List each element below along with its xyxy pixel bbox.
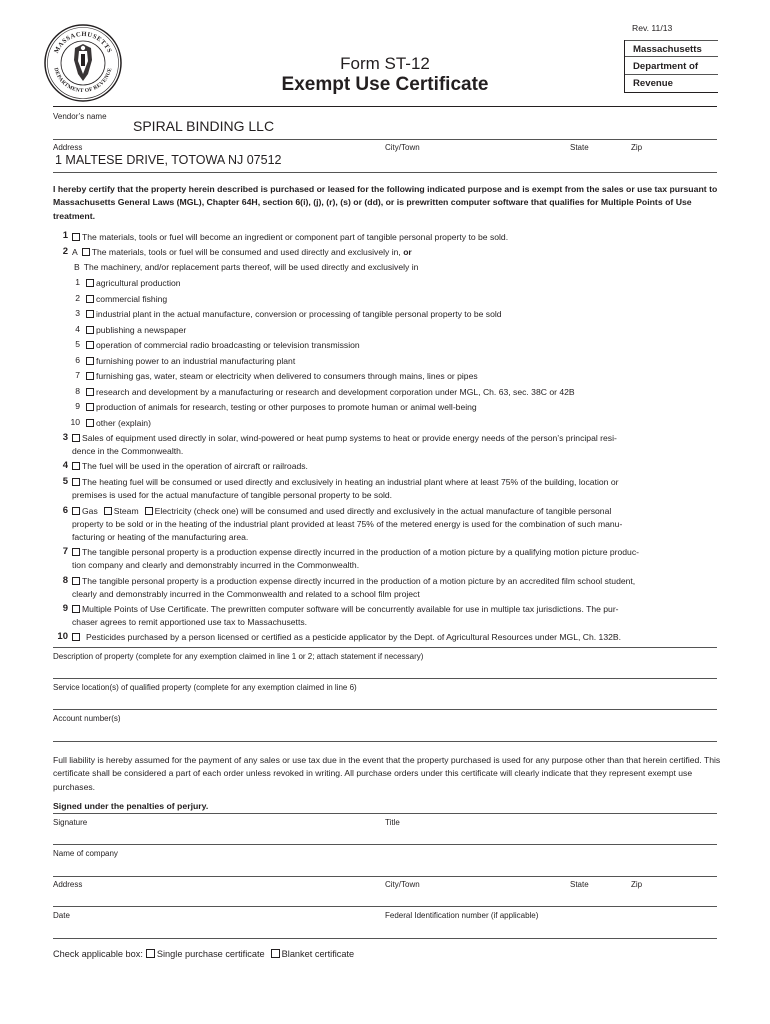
signature-field[interactable]	[53, 828, 373, 843]
item-2a	[72, 246, 412, 259]
signer-zip-label: Zip	[631, 880, 643, 889]
sub-item-8-text: research and development by a manufacturing or research and development corporation under MGL, Ch. 63, sec. 38C or 42B	[96, 386, 575, 397]
item-6-electricity-checkbox[interactable]	[145, 507, 153, 515]
item-8-text-2: clearly and demonstrably incurred in the Commonwealth and related to a school film project	[72, 589, 420, 599]
revision-date: Rev. 11/13	[632, 23, 673, 33]
description-label: Description of property (complete for any exemption claimed in line 1 or 2; attach statement if necessary)	[53, 652, 424, 661]
item-9-checkbox[interactable]	[72, 605, 80, 613]
sub-item-1-text: agricultural production	[96, 278, 181, 288]
item-5-text-2: premises is used for the actual manufacture of tangible personal property to be sold.	[72, 490, 393, 500]
item-3-text-2: dence in the Commonwealth.	[72, 446, 184, 456]
item-4-number: 4	[62, 460, 68, 471]
sub-item-8	[86, 386, 575, 399]
sub-item-10	[86, 417, 151, 430]
agency-block	[624, 40, 718, 93]
item-1	[72, 231, 508, 244]
seal-top-text: MASSACHUSETTS	[53, 30, 113, 55]
blanket-certificate-label: Blanket certificate	[281, 949, 355, 959]
sub-item-6-number: 6	[75, 354, 80, 365]
vendor-city-label: City/Town	[385, 143, 420, 152]
sub-item-4-number: 4	[75, 323, 80, 334]
sub-item-4-checkbox[interactable]	[86, 326, 94, 334]
agency-line-2: Department of	[633, 61, 699, 72]
sub-item-6	[86, 355, 295, 368]
signer-state-label: State	[570, 880, 589, 889]
date-field[interactable]	[53, 921, 373, 936]
sub-item-3	[86, 308, 502, 321]
vendor-name-label: Vendor’s name	[53, 112, 107, 121]
title-field[interactable]	[385, 828, 715, 843]
sub-item-6-text: furnishing power to an industrial manufacturing plant	[96, 355, 296, 366]
service-location-label: Service location(s) of qualified property (complete for any exemption claimed in line 6)	[53, 683, 357, 692]
sub-item-7	[86, 370, 478, 383]
sub-item-3-number: 3	[75, 308, 80, 318]
item-3-text-1: Sales of equipment used directly in solar, wind-powered or heat pump systems to heat or provide energy needs of the person’s principal resi-	[82, 433, 617, 443]
sub-item-8-checkbox[interactable]	[86, 388, 94, 396]
item-2a-letter: A	[72, 247, 78, 257]
service-location-field[interactable]	[53, 693, 717, 708]
item-8	[72, 575, 635, 588]
item-8-number: 8	[62, 575, 68, 586]
sub-item-5	[86, 339, 360, 352]
item-6-text-2: property to be sold or in the heating of the industrial plant provided at least 75% of the metered energy is used for the combination of such manu-	[72, 519, 623, 529]
item-5-checkbox[interactable]	[72, 478, 80, 486]
vendor-address-field[interactable]: 1 MALTESE DRIVE, TOTOWA NJ 07512	[55, 153, 282, 167]
item-6-text-1: Electricity (check one) will be consumed and used directly and exclusively in the actual manufacture of tangible personal	[154, 506, 612, 516]
account-number-label: Account number(s)	[53, 714, 121, 723]
sub-item-6-checkbox[interactable]	[86, 357, 94, 365]
certify-statement: I hereby certify that the property herein described is purchased or leased for the following indicated purpose and is exempt from the sales or use tax pursuant to Massachusetts General Laws (MGL), Chapter 64H, section 6(i), (j), (r), (s) or (dd), or is prewritten computer software that qualifies for Multiple Points of Use treatment.	[53, 184, 718, 221]
item-2b-text: The machinery, and/or replacement parts thereof, will be used directly and exclusively in	[83, 262, 419, 272]
form-title: Exempt Use Certificate	[281, 74, 489, 95]
date-label: Date	[53, 911, 70, 920]
sub-item-10-text: other (explain)	[96, 417, 151, 428]
sub-item-7-text: furnishing gas, water, steam or electricity when delivered to consumers through mains, lines or pipes	[96, 371, 478, 381]
item-8-checkbox[interactable]	[72, 577, 80, 585]
sub-item-3-text: industrial plant in the actual manufacture, conversion or processing of tangible personal property to be sold	[96, 309, 502, 319]
single-purchase-checkbox[interactable]	[146, 949, 155, 958]
agency-line-3: Revenue	[633, 78, 673, 89]
item-6-gas-checkbox[interactable]	[72, 507, 80, 515]
liability-statement: Full liability is hereby assumed for the payment of any sales or use tax due in the event that the property purchased is used for any purpose other than that herein certified. This certificate shall be considered a part of each order unless revoked in writing. All purchase orders under this certificate will clearly indicate that they represent exempt use purchases.	[53, 755, 721, 792]
item-1-checkbox[interactable]	[72, 233, 80, 241]
item-9-text-2: chaser agrees to remit apportioned use tax to Massachusetts.	[72, 617, 308, 627]
sub-item-9	[86, 401, 477, 414]
item-3-checkbox[interactable]	[72, 434, 80, 442]
sub-item-3-checkbox[interactable]	[86, 310, 94, 318]
title-label: Title	[385, 818, 400, 827]
vendor-address-label: Address	[53, 143, 83, 152]
certificate-type-label: Check applicable box:	[53, 949, 143, 959]
item-4-text: The fuel will be used in the operation of aircraft or railroads.	[82, 461, 308, 471]
sub-item-2	[86, 293, 167, 306]
item-1-number: 1	[62, 230, 68, 241]
sub-item-4-text: publishing a newspaper	[96, 324, 187, 335]
item-5-text-1: The heating fuel will be consumed or used directly and exclusively in heating an industrial plant where at least 75% of the building, location or	[82, 477, 619, 487]
item-10-checkbox[interactable]	[72, 633, 80, 641]
perjury-heading: Signed under the penalties of perjury.	[53, 801, 209, 811]
item-9	[72, 603, 619, 616]
sub-item-10-number: 10	[70, 416, 80, 427]
item-10-number: 10	[57, 631, 68, 642]
item-3-number: 3	[62, 432, 68, 443]
sub-item-2-checkbox[interactable]	[86, 295, 94, 303]
item-7-text-1: The tangible personal property is a production expense directly incurred in the production of a motion picture by a qualifying motion picture produc-	[82, 547, 639, 557]
item-4-checkbox[interactable]	[72, 462, 80, 470]
signer-address-label: Address	[53, 880, 83, 889]
item-3	[72, 432, 617, 445]
item-2a-checkbox[interactable]	[82, 248, 90, 256]
sub-item-5-number: 5	[75, 339, 80, 349]
description-field[interactable]	[53, 662, 717, 677]
sub-item-1	[86, 277, 181, 290]
sub-item-7-number: 7	[75, 370, 80, 380]
sub-item-10-checkbox[interactable]	[86, 419, 94, 427]
sub-item-1-number: 1	[75, 277, 80, 287]
item-10-text: Pesticides purchased by a person licensed or certified as a pesticide applicator by the Dept. of Agricultural Resources under MGL, Ch. 132B.	[86, 632, 622, 642]
sub-item-9-text: production of animals for research, testing or other purposes to promote human or animal well-being	[96, 402, 477, 412]
item-6-steam-checkbox[interactable]	[104, 507, 112, 515]
company-name-field[interactable]	[53, 859, 717, 874]
item-9-number: 9	[62, 603, 68, 614]
item-4	[72, 460, 308, 473]
item-6-text-3: facturing or heating of the manufacturing area.	[72, 532, 249, 542]
sub-item-5-text: operation of commercial radio broadcasting or television transmission	[96, 340, 360, 350]
sub-item-2-number: 2	[75, 292, 80, 303]
company-name-label: Name of company	[53, 849, 118, 858]
item-5-number: 5	[62, 476, 68, 487]
sub-item-7-checkbox[interactable]	[86, 372, 94, 380]
sub-item-4	[86, 324, 186, 337]
sub-item-2-text: commercial fishing	[96, 293, 168, 304]
item-2b	[74, 261, 418, 274]
fein-field[interactable]	[385, 921, 715, 936]
item-7-number: 7	[62, 546, 68, 557]
item-6-number: 6	[62, 505, 68, 516]
sub-item-9-number: 9	[75, 401, 80, 411]
item-7-text-2: tion company and clearly and demonstrably incurred in the Commonwealth.	[72, 560, 360, 570]
sub-item-5-checkbox[interactable]	[86, 341, 94, 349]
item-1-text: The materials, tools or fuel will become an ingredient or component part of tangible personal property to be sold.	[82, 232, 509, 242]
vendor-name-field[interactable]: SPIRAL BINDING LLC	[133, 118, 275, 134]
certificate-type-row	[53, 948, 354, 961]
item-7-checkbox[interactable]	[72, 548, 80, 556]
sub-item-8-number: 8	[75, 385, 80, 396]
item-6	[72, 505, 611, 518]
seal-bottom-text: DEPARTMENT OF REVENUE	[52, 67, 114, 95]
signature-label: Signature	[53, 818, 88, 827]
vendor-state-label: State	[570, 143, 589, 152]
account-number-field[interactable]	[53, 724, 717, 739]
item-7	[72, 546, 639, 559]
item-6-gas-label: Gas	[82, 506, 98, 516]
item-2-number: 2	[62, 246, 68, 257]
vendor-zip-label: Zip	[631, 143, 643, 152]
item-6-steam-label: Steam	[113, 506, 139, 516]
sub-item-9-checkbox[interactable]	[86, 403, 94, 411]
item-10	[72, 631, 621, 644]
item-9-text-1: Multiple Points of Use Certificate. The prewritten computer software will be concurrently available for use in multiple tax jurisdictions. The pur-	[82, 604, 619, 614]
sub-item-1-checkbox[interactable]	[86, 279, 94, 287]
blanket-certificate-checkbox[interactable]	[271, 949, 280, 958]
signer-city-label: City/Town	[385, 880, 420, 889]
item-5	[72, 476, 618, 489]
item-2a-text: The materials, tools or fuel will be consumed and used directly and exclusively in,	[91, 247, 401, 257]
item-2a-or: or	[403, 247, 412, 257]
single-purchase-label: Single purchase certificate	[156, 949, 265, 959]
item-8-text-1: The tangible personal property is a production expense directly incurred in the production of a motion picture by an accredited film school student,	[82, 576, 636, 586]
signer-address-field[interactable]	[53, 890, 717, 905]
agency-line-1: Massachusetts	[633, 44, 702, 55]
dor-seal	[44, 24, 122, 102]
form-number: Form ST-12	[340, 54, 430, 73]
item-2b-letter: B	[74, 262, 80, 272]
fein-label: Federal Identification number (if applicable)	[385, 911, 539, 920]
